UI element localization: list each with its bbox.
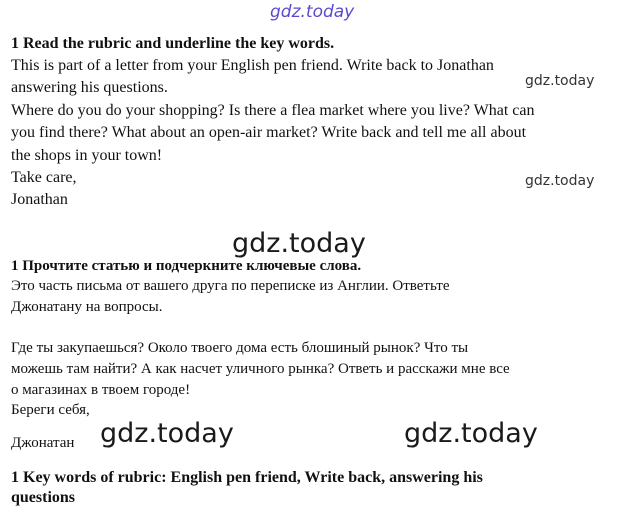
english-line: the shops in your town!: [11, 147, 163, 164]
russian-heading: 1 Прочтите статью и подчеркните ключевые слова.: [11, 258, 362, 274]
english-line: answering his questions.: [11, 79, 168, 96]
russian-line: Где ты закупаешься? Около твоего дома есть блошиный рынок? Что ты: [11, 340, 469, 356]
russian-signoff: Береги себя,: [11, 402, 90, 418]
english-line: This is part of a letter from your English pen friend. Write back to Jonathan: [11, 57, 494, 74]
russian-line: Джонатану на вопросы.: [11, 299, 163, 315]
watermark-bottom-right: gdz.today: [404, 418, 538, 449]
watermark-right-2: gdz.today: [525, 173, 595, 189]
english-line: Where do you do your shopping? Is there a flea market where you live? What can: [11, 102, 535, 119]
english-line: you find there? What about an open-air market? Write back and tell me all about: [11, 124, 527, 141]
english-signature: Jonathan: [11, 191, 68, 208]
watermark-center: gdz.today: [232, 228, 366, 259]
english-heading: 1 Read the rubric and underline the key words.: [11, 35, 335, 52]
russian-line: о магазинах в твоем городе!: [11, 382, 191, 398]
watermark-right-1: gdz.today: [525, 73, 595, 89]
watermark-top: gdz.today: [270, 2, 355, 22]
russian-line: Это часть письма от вашего друга по переписке из Англии. Ответьте: [11, 278, 450, 294]
english-signoff: Take care,: [11, 169, 77, 186]
russian-line: можешь там найти? А как насчет уличного рынка? Ответь и расскажи мне все: [11, 361, 510, 377]
watermark-bottom-left: gdz.today: [100, 418, 234, 449]
russian-signature: Джонатан: [11, 435, 75, 451]
answer-line: questions: [11, 489, 76, 506]
answer-line: 1 Key words of rubric: English pen friend, Write back, answering his: [11, 469, 483, 486]
